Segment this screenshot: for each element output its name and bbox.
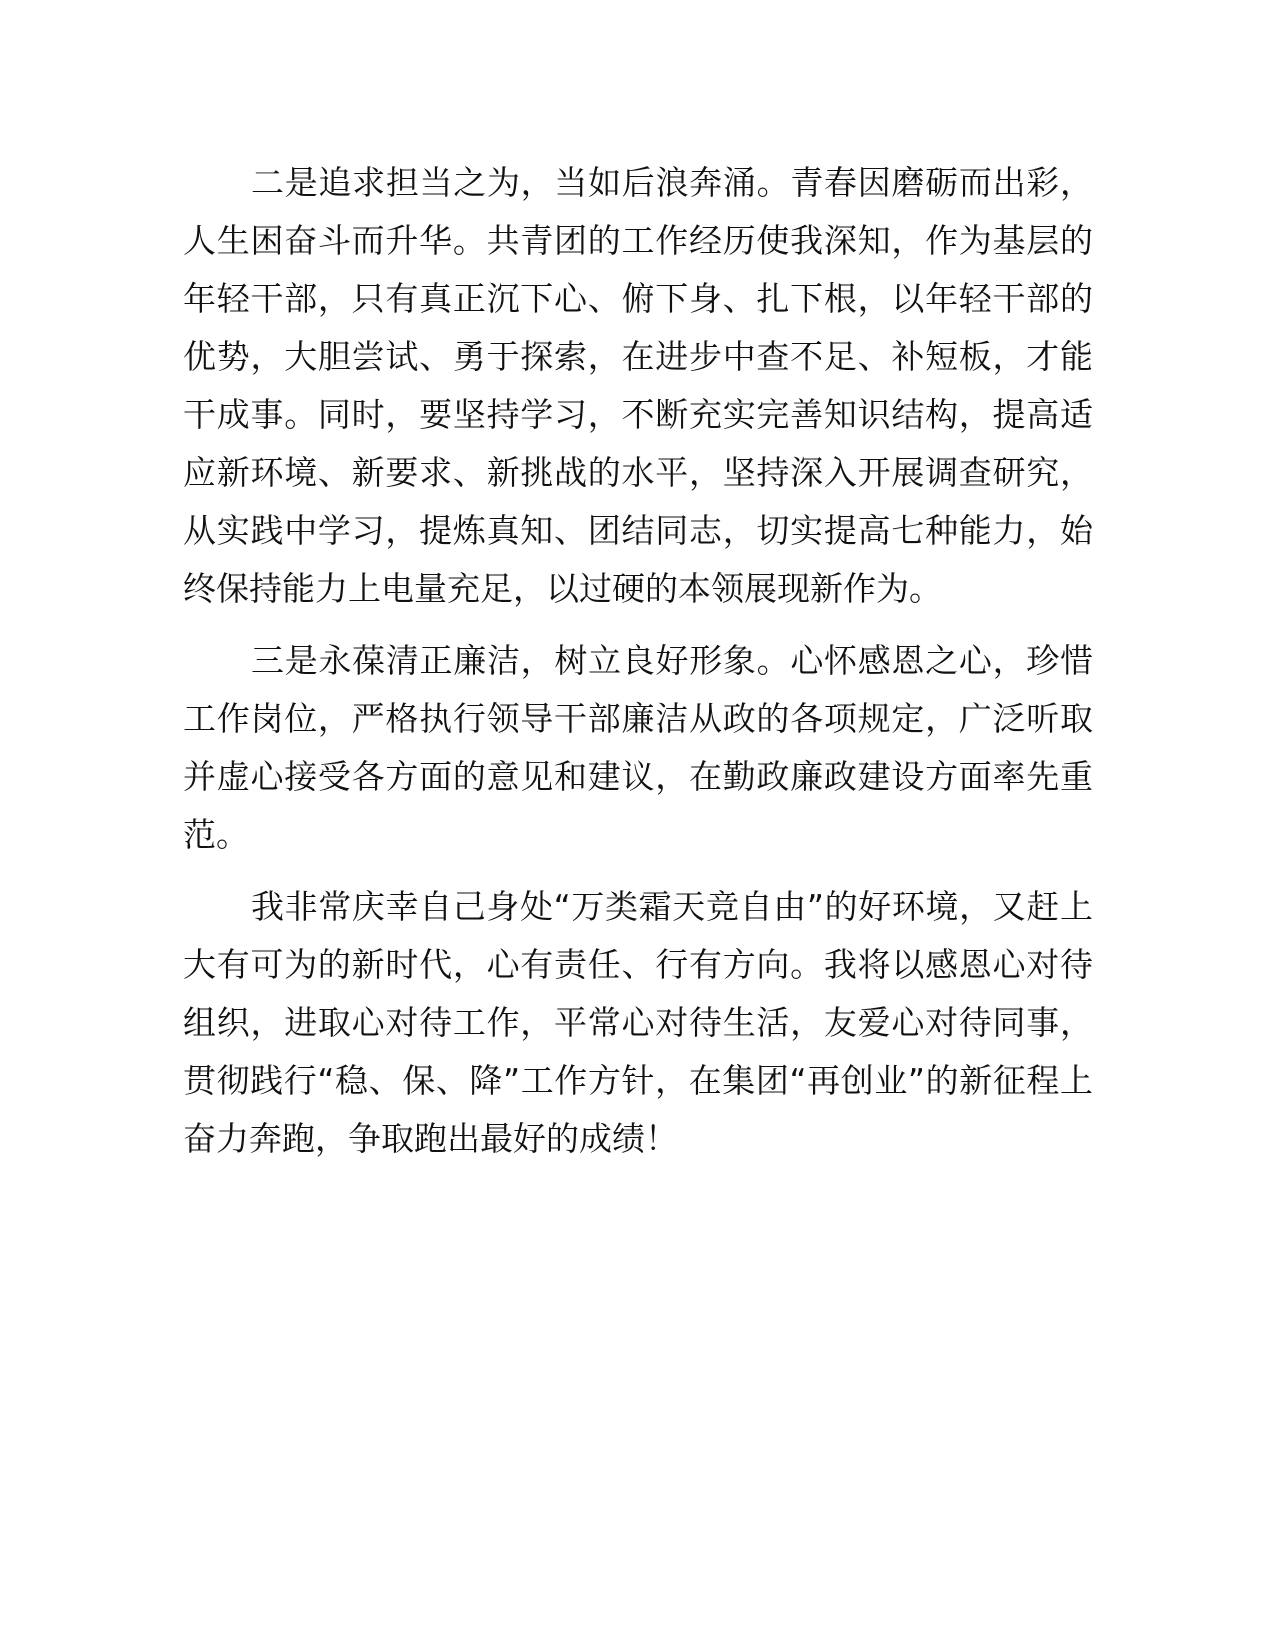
paragraph-conclusion: 我非常庆幸自己身处“万类霜天竞自由”的好环境，又赶上大有可为的新时代，心有责任、行有方向。我将以感恩心对待组织，进取心对待工作，平常心对待生活，友爱心对待同事，贯彻践行“稳、保、降”工作方针，在集团“再创业”的新征程上奋力奔跑，争取跑出最好的成绩！ — [183, 887, 1093, 1158]
paragraph-integrity: 三是永葆清正廉洁，树立良好形象。心怀感恩之心，珍惜工作岗位，严格执行领导干部廉洁从政的各项规定，广泛听取并虚心接受各方面的意见和建议，在勤政廉政建设方面率先重范。 — [183, 641, 1093, 854]
document-body — [183, 154, 1093, 1168]
paragraph-commitment: 二是追求担当之为，当如后浪奔涌。青春因磨砺而出彩，人生困奋斗而升华。共青团的工作经历使我深知，作为基层的年轻干部，只有真正沉下心、俯下身、扎下根，以年轻干部的优势，大胆尝试、勇于探索，在进步中查不足、补短板，才能干成事。同时，要坚持学习，不断充实完善知识结构，提高适应新环境、新要求、新挑战的水平，坚持深入开展调查研究，从实践中学习，提炼真知、团结同志，切实提高七种能力，始终保持能力上电量充足，以过硬的本领展现新作为。 — [183, 163, 1093, 608]
